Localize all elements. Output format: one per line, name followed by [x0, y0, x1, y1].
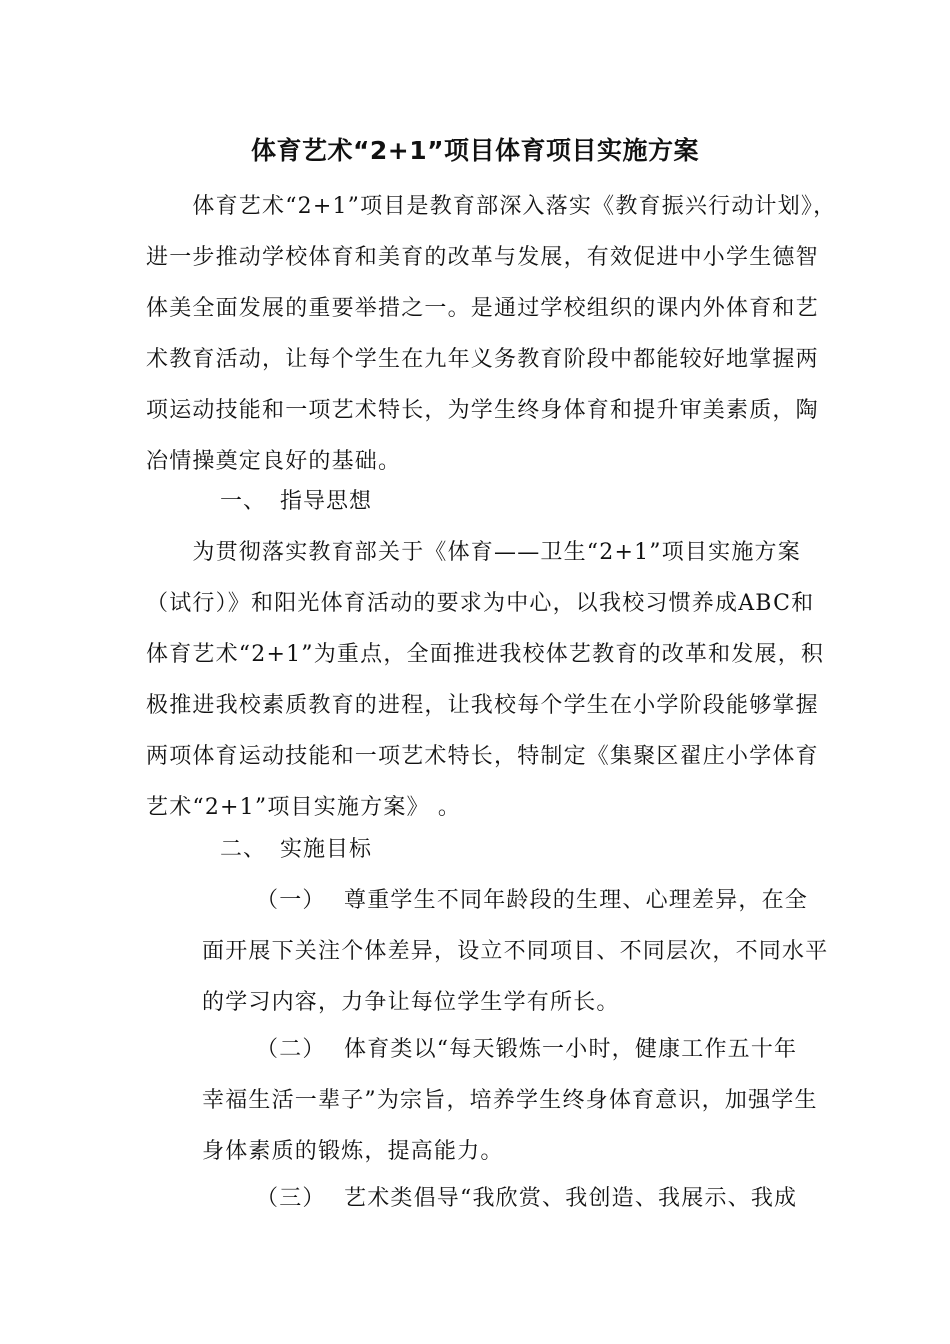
paragraph-line: 艺术“2+1”项目实施方案》 。 — [146, 795, 462, 820]
item-line: 面开展下关注个体差异，设立不同项目、不同层次，不同水平 — [202, 939, 829, 964]
document-title: 体育艺术“2+1”项目体育项目实施方案 — [250, 136, 700, 165]
goal-item-2 — [202, 1024, 822, 1177]
paragraph-line: 体育艺术“2+1”为重点，全面推进我校体艺教育的改革和发展，积 — [146, 642, 825, 667]
paragraph-line: 冶情操奠定良好的基础。 — [146, 449, 402, 474]
item-line: 的学习内容，力争让每位学生学有所长。 — [202, 990, 620, 1015]
item-marker: （一） — [256, 888, 326, 913]
paragraph-line: 为贯彻落实教育部关于《体育——卫生“2+1”项目实施方案 — [146, 540, 801, 565]
guiding-thought-paragraph — [146, 527, 825, 833]
goal-item-1 — [202, 875, 829, 1028]
item-line: 尊重学生不同年龄段的生理、心理差异，在全 — [344, 888, 809, 913]
paragraph-line: 进一步推动学校体育和美育的改革与发展，有效促进中小学生德智 — [146, 245, 819, 270]
item-line: 幸福生活一辈子”为宗旨，培养学生终身体育意识，加强学生 — [202, 1088, 818, 1113]
paragraph-line: （试行）》和阳光体育活动的要求为中心，以我校习惯养成ABC和 — [146, 591, 815, 616]
goal-item-3 — [202, 1173, 822, 1224]
paragraph-line: 体育艺术“2+1”项目是教育部深入落实《教育振兴行动计划》， — [146, 194, 837, 219]
item-line: 体育类以“每天锻炼一小时，健康工作五十年 — [344, 1037, 798, 1062]
section-heading-text: 实施目标 — [280, 837, 373, 862]
section-number: 二、 — [220, 837, 267, 862]
intro-paragraph — [146, 181, 837, 487]
paragraph-line: 体美全面发展的重要举措之一。是通过学校组织的课内外体育和艺 — [146, 296, 819, 321]
paragraph-line: 极推进我校素质教育的进程，让我校每个学生在小学阶段能够掌握 — [146, 693, 819, 718]
item-line: 身体素质的锻炼，提高能力。 — [202, 1139, 504, 1164]
item-marker: （三） — [256, 1186, 326, 1211]
section-heading-text: 指导思想 — [280, 489, 373, 514]
item-marker: （二） — [256, 1037, 326, 1062]
paragraph-line: 项运动技能和一项艺术特长，为学生终身体育和提升审美素质，陶 — [146, 398, 819, 423]
section-number: 一、 — [220, 489, 267, 514]
section-heading-goals — [220, 824, 372, 875]
item-line: 艺术类倡导“我欣赏、我创造、我展示、我成 — [344, 1186, 798, 1211]
paragraph-line: 两项体育运动技能和一项艺术特长，特制定《集聚区翟庄小学体育 — [146, 744, 819, 769]
section-heading-guiding-thought — [220, 476, 372, 527]
paragraph-line: 术教育活动，让每个学生在九年义务教育阶段中都能较好地掌握两 — [146, 347, 819, 372]
